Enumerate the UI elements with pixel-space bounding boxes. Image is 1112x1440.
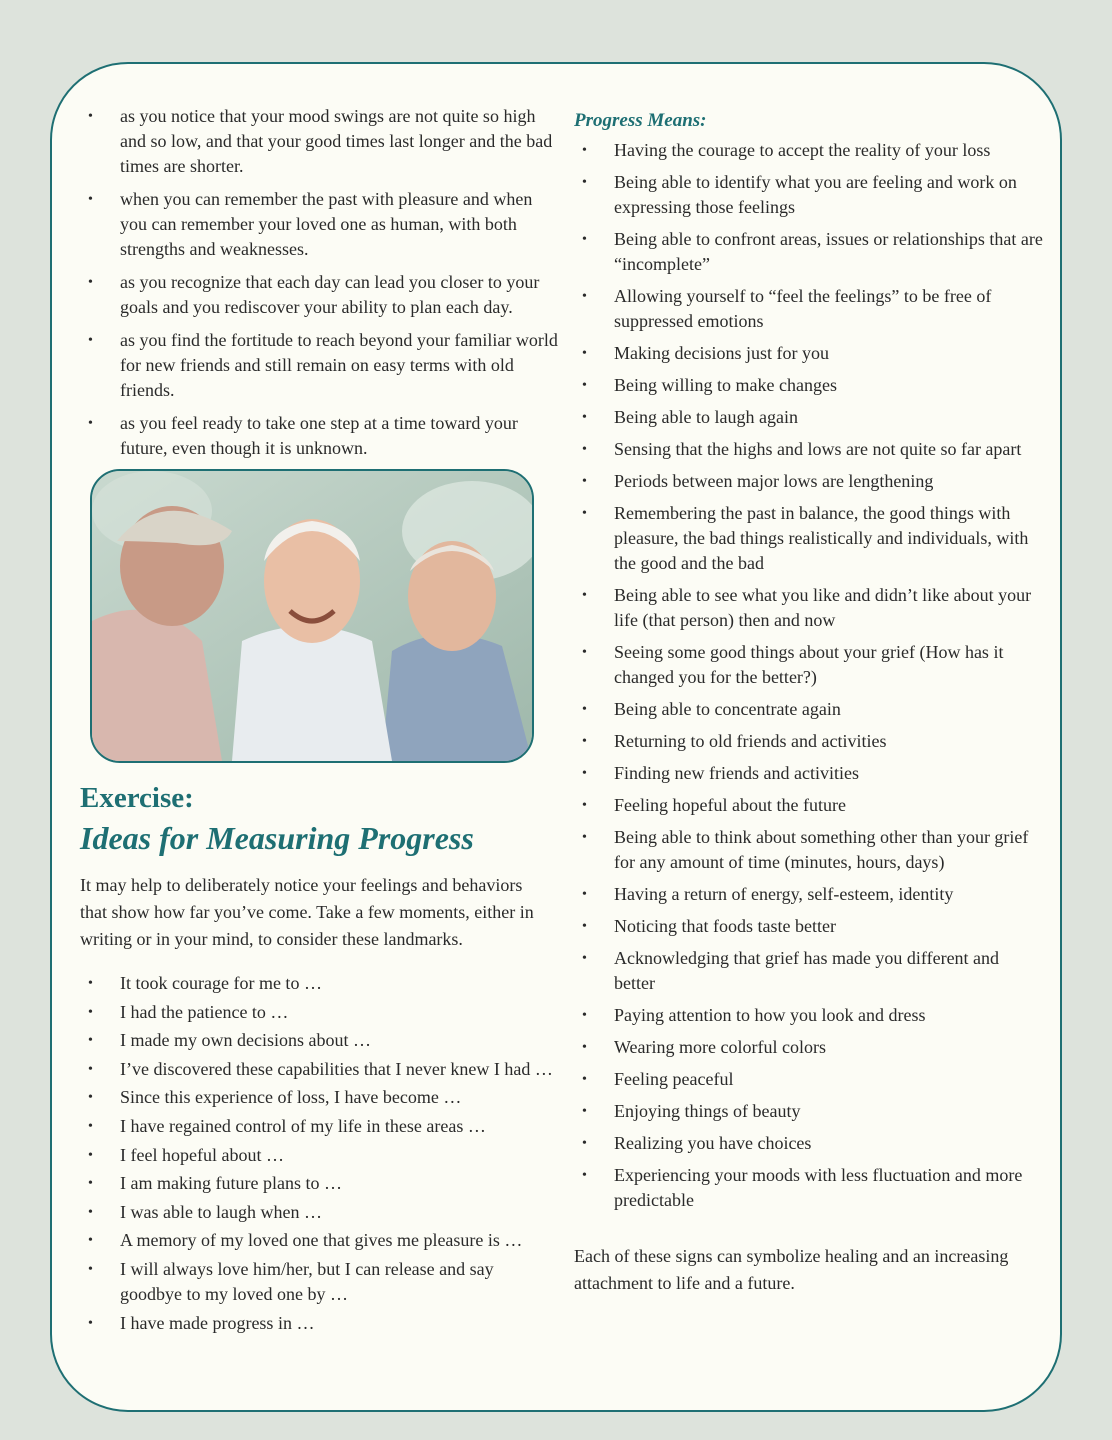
- list-item: [574, 373, 1044, 398]
- list-item-text: when you can remember the past with pleasure and when you can remember your loved one as human, with both strengths and weaknesses.: [120, 189, 533, 259]
- right-column: [574, 108, 1044, 1315]
- list-item: [574, 761, 1044, 786]
- list-item-text: Feeling peaceful: [614, 1069, 734, 1089]
- bullet-icon: •: [88, 1147, 93, 1163]
- list-item-text: Paying attention to how you look and dress: [614, 1005, 926, 1025]
- list-item-text: Having a return of energy, self-esteem, identity: [614, 884, 954, 904]
- list-item: [80, 1228, 560, 1253]
- bullet-icon: •: [582, 1104, 587, 1119]
- bullet-icon: •: [582, 506, 587, 521]
- bullet-icon: •: [88, 1233, 93, 1249]
- list-item-text: Being able to think about something other than your grief for any amount of time (minutes, hours, days): [614, 827, 1029, 872]
- list-item-text: as you feel ready to take one step at a time toward your future, even though it is unknown.: [120, 413, 518, 458]
- list-item-text: Since this experience of loss, I have become …: [120, 1087, 462, 1108]
- list-item: [80, 1311, 560, 1336]
- exercise-title: Exercise:: [80, 782, 194, 814]
- list-item: [80, 1114, 560, 1139]
- list-item: [574, 1131, 1044, 1156]
- list-item-text: Making decisions just for you: [614, 343, 829, 363]
- bullet-icon: •: [88, 1176, 93, 1192]
- list-item-text: as you notice that your mood swings are not quite so high and so low, and that your good times last longer and the bad times are shorter.: [120, 106, 553, 176]
- progress-means-heading: Progress Means:: [574, 110, 707, 131]
- list-item: [80, 1257, 560, 1307]
- list-item-text: Acknowledging that grief has made you different and better: [614, 948, 1000, 993]
- list-item-text: Being able to concentrate again: [614, 699, 841, 719]
- bullet-icon: •: [88, 333, 93, 348]
- list-item-text: as you find the fortitude to reach beyond your familiar world for new friends and still remain on easy terms with old friends.: [120, 330, 558, 400]
- bullet-icon: •: [582, 887, 587, 902]
- list-item: [80, 411, 560, 461]
- closing-paragraph: Each of these signs can symbolize healing and an increasing attachment to life and a future.: [574, 1246, 1009, 1293]
- list-item: [574, 501, 1044, 576]
- list-item-text: I feel hopeful about …: [120, 1144, 284, 1165]
- list-item: [574, 946, 1044, 996]
- exercise-intro: It may help to deliberately notice your feelings and behaviors that show how far you’ve come. Take a few moments, either in writing or in your mind, to consider these landmarks.: [80, 875, 534, 949]
- bullet-icon: •: [582, 1040, 587, 1055]
- bullet-icon: •: [582, 798, 587, 813]
- landmarks-list: [80, 971, 560, 1336]
- exercise-subtitle: Ideas for Measuring Progress: [80, 820, 474, 856]
- list-item: [80, 328, 560, 403]
- list-item-text: Enjoying things of beauty: [614, 1101, 801, 1121]
- list-item-text: I have regained control of my life in these areas …: [120, 1115, 486, 1136]
- top-bullet-list: [80, 104, 560, 461]
- page-card: [50, 62, 1062, 1412]
- bullet-icon: •: [582, 378, 587, 393]
- list-item-text: Sensing that the highs and lows are not quite so far apart: [614, 439, 1022, 459]
- list-item: [574, 882, 1044, 907]
- list-item: [80, 971, 560, 996]
- bullet-icon: •: [88, 1315, 93, 1331]
- list-item: [574, 170, 1044, 220]
- list-item: [80, 187, 560, 262]
- list-item-text: I have made progress in …: [120, 1312, 315, 1333]
- list-item: [80, 1143, 560, 1168]
- bullet-icon: •: [88, 1261, 93, 1277]
- bullet-icon: •: [88, 1004, 93, 1020]
- bullet-icon: •: [582, 645, 587, 660]
- list-item-text: Being able to see what you like and didn’t like about your life (that person) then and now: [614, 585, 1032, 630]
- list-item: [574, 227, 1044, 277]
- list-item: [80, 1200, 560, 1225]
- list-item-text: It took courage for me to …: [120, 973, 322, 993]
- list-item-text: I will always love him/her, but I can release and say goodbye to my loved one by …: [120, 1258, 494, 1304]
- list-item-text: I had the patience to …: [120, 1001, 289, 1022]
- list-item: [80, 1171, 560, 1196]
- list-item-text: Being able to confront areas, issues or relationships that are “incomplete”: [614, 229, 1043, 274]
- list-item: [574, 1067, 1044, 1092]
- list-item-text: A memory of my loved one that gives me pleasure is …: [120, 1230, 523, 1251]
- list-item: [574, 793, 1044, 818]
- list-item: [80, 270, 560, 320]
- list-item: [574, 1099, 1044, 1124]
- list-item: [80, 1028, 560, 1053]
- bullet-icon: •: [582, 734, 587, 749]
- bullet-icon: •: [88, 1204, 93, 1220]
- list-item: [574, 729, 1044, 754]
- bullet-icon: •: [582, 232, 587, 247]
- list-item-text: Finding new friends and activities: [614, 763, 859, 783]
- list-item: [80, 1057, 560, 1082]
- list-item: [574, 914, 1044, 939]
- list-item-text: I made my own decisions about …: [120, 1030, 371, 1051]
- bullet-icon: •: [582, 1072, 587, 1087]
- progress-means-list: [574, 138, 1044, 1213]
- left-column: [80, 104, 560, 1339]
- bullet-icon: •: [582, 766, 587, 781]
- bullet-icon: •: [582, 702, 587, 717]
- list-item-text: Noticing that foods taste better: [614, 916, 836, 936]
- bullet-icon: •: [88, 1033, 93, 1049]
- list-item-text: Feeling hopeful about the future: [614, 795, 846, 815]
- bullet-icon: •: [582, 175, 587, 190]
- list-item: [574, 405, 1044, 430]
- list-item: [574, 284, 1044, 334]
- bullet-icon: •: [582, 951, 587, 966]
- list-item-text: Seeing some good things about your grief (How has it changed you for the better?): [614, 642, 1004, 687]
- list-item: [574, 1035, 1044, 1060]
- list-item-text: Remembering the past in balance, the good things with pleasure, the bad things realistically and individuals, with the good and the bad: [614, 503, 1029, 573]
- list-item: [574, 469, 1044, 494]
- bullet-icon: •: [582, 588, 587, 603]
- list-item: [574, 437, 1044, 462]
- list-item-text: I was able to laugh when …: [120, 1201, 322, 1222]
- list-item: [574, 341, 1044, 366]
- list-item-text: Returning to old friends and activities: [614, 731, 887, 751]
- list-item: [80, 1085, 560, 1110]
- list-item-text: I am making future plans to …: [120, 1173, 342, 1194]
- bullet-icon: •: [582, 1008, 587, 1023]
- bullet-icon: •: [88, 1090, 93, 1106]
- bullet-icon: •: [582, 1136, 587, 1151]
- list-item-text: Experiencing your moods with less fluctuation and more predictable: [614, 1165, 1023, 1210]
- list-item: [574, 697, 1044, 722]
- list-item-text: Allowing yourself to “feel the feelings” to be free of suppressed emotions: [614, 286, 992, 331]
- list-item-text: Being able to laugh again: [614, 407, 798, 427]
- bullet-icon: •: [88, 275, 93, 290]
- list-item: [574, 583, 1044, 633]
- photo-illustration: [92, 471, 532, 761]
- bullet-icon: •: [88, 1118, 93, 1134]
- list-item: [80, 1000, 560, 1025]
- bullet-icon: •: [582, 919, 587, 934]
- bullet-icon: •: [582, 346, 587, 361]
- bullet-icon: •: [582, 474, 587, 489]
- list-item: [574, 138, 1044, 163]
- bullet-icon: •: [88, 976, 93, 991]
- list-item: [80, 104, 560, 179]
- bullet-icon: •: [582, 1168, 587, 1183]
- bullet-icon: •: [582, 289, 587, 304]
- list-item: [574, 640, 1044, 690]
- list-item: [574, 1003, 1044, 1028]
- list-item: [574, 1163, 1044, 1213]
- list-item-text: Being willing to make changes: [614, 375, 837, 395]
- bullet-icon: •: [582, 143, 587, 158]
- bullet-icon: •: [88, 109, 93, 124]
- bullet-icon: •: [582, 410, 587, 425]
- list-item-text: Wearing more colorful colors: [614, 1037, 826, 1057]
- list-item: [574, 825, 1044, 875]
- list-item-text: Periods between major lows are lengthening: [614, 471, 934, 491]
- list-item-text: Realizing you have choices: [614, 1133, 812, 1153]
- bullet-icon: •: [582, 830, 587, 845]
- list-item-text: Being able to identify what you are feeling and work on expressing those feelings: [614, 172, 1017, 217]
- bullet-icon: •: [88, 416, 93, 431]
- list-item-text: as you recognize that each day can lead you closer to your goals and you rediscover your ability to plan each day.: [120, 272, 540, 317]
- bullet-icon: •: [582, 442, 587, 457]
- bullet-icon: •: [88, 192, 93, 207]
- bullet-icon: •: [88, 1061, 93, 1077]
- list-item-text: I’ve discovered these capabilities that I never knew I had …: [120, 1058, 553, 1079]
- list-item-text: Having the courage to accept the reality of your loss: [614, 140, 991, 160]
- photo-three-smiling-men: [90, 469, 534, 763]
